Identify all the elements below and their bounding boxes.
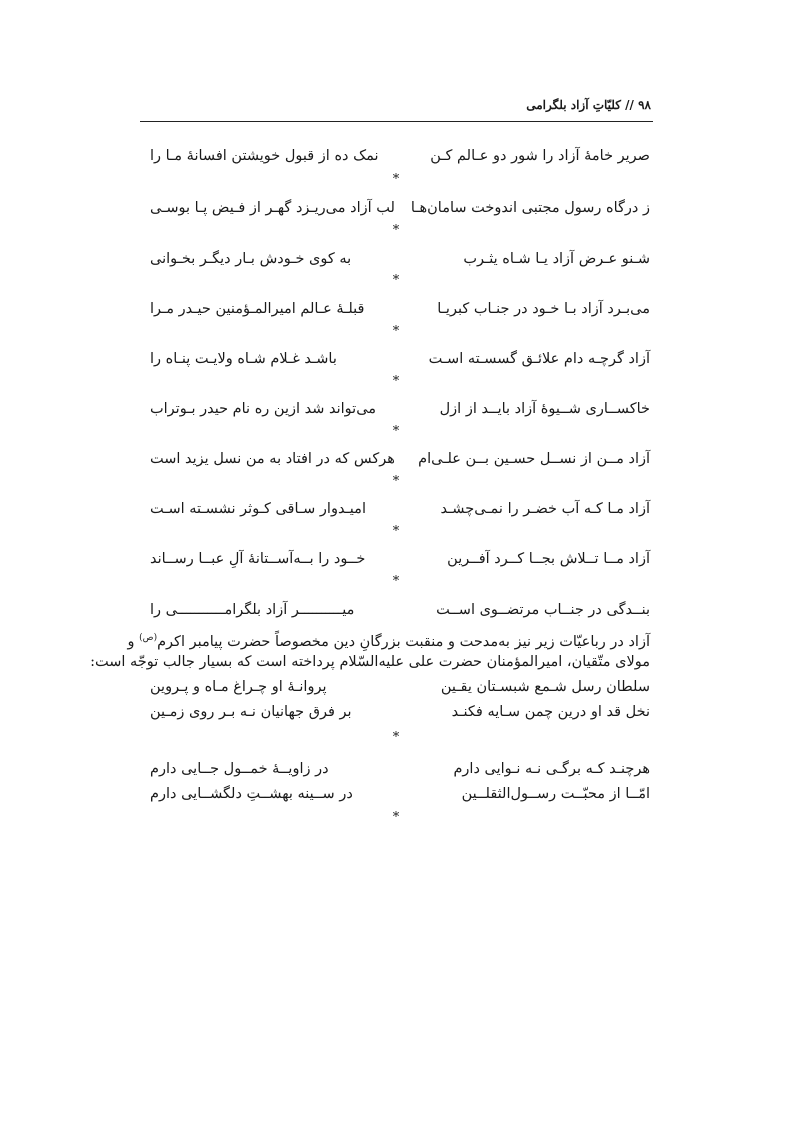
rubai-line	[150, 757, 650, 781]
hemistich-second: امیـدوار سـاقی کـوثر نشسـته اسـت	[150, 501, 366, 517]
hemistich-second: هرکس که در افتاد به من نسل یزید است	[150, 451, 395, 467]
separator-star: *	[392, 810, 400, 825]
hemistich-second: لب آزاد می‌ریـزد گهـر از فـیض پـا بوسـی	[150, 200, 395, 216]
hemistich-first: سلطان رسل شـمع شبسـتان یقـین	[440, 679, 650, 695]
hemistich-second: میــــــــــر آزاد بلگرامـــــــــــی را	[150, 602, 355, 618]
couplet	[150, 598, 650, 622]
prose-text: آزاد در رباعیّات زیر نیز به‌مدحت و منقبت بزرگانِ دین مخصوصاً حضرت پیامبر اکرم	[157, 633, 650, 650]
prose-superscript: (ص)	[139, 633, 158, 643]
hemistich-second: باشـد غـلام شـاه ولایـت پنـاه را	[150, 351, 337, 367]
separator-star: *	[392, 172, 400, 187]
hemistich-first: ز درگاه رسول مجتبی اندوخت سامان‌هـا	[410, 200, 650, 216]
hemistich-first: آزاد مــن از نســل حسـین بــن علـی‌ام	[418, 451, 650, 467]
hemistich-first: صریر خامهٔ آزاد را شور دو عـالم کـن	[430, 148, 650, 164]
hemistich-second: می‌تواند شد ازین ره نام حیدر بـوتراب	[150, 401, 377, 417]
hemistich-first: بنــدگی در جنــاب مرتضــوی اســت	[436, 602, 650, 618]
hemistich-second: بر فرق جهانیان نـه بـر روی زمـین	[150, 704, 352, 720]
hemistich-first: آزاد مــا تــلاش بجــا کــرد آفــرین	[447, 551, 650, 567]
prose-text-end: و	[127, 633, 140, 650]
separator-star: *	[392, 223, 400, 238]
prose-line: مولای متّقیان، امیرالمؤمنان حضرت علی علیه‌السّلام پرداخته است که بسیار جالب توجّه است:	[90, 654, 650, 670]
separator-star: *	[392, 524, 400, 539]
couplet	[150, 144, 650, 168]
hemistich-second: خــود را بــه‌آســتانهٔ آلِ عبــا رســاند	[150, 551, 366, 567]
hemistich-first: آزاد گرچـه دام علائـق گسسـته اسـت	[428, 351, 650, 367]
couplet	[150, 347, 650, 371]
couplet	[150, 297, 650, 321]
hemistich-second: در زاویــهٔ خمــول جــایی دارم	[150, 761, 329, 777]
hemistich-first: هرچنـد کـه برگـی نـه نـوایی دارم	[453, 761, 650, 777]
couplet	[150, 547, 650, 571]
hemistich-first: امّــا از محبّــت رســول‌الثقلــین	[461, 786, 650, 802]
separator-star: *	[392, 574, 400, 589]
hemistich-first: شـنو عـرض آزاد یـا شـاه یثـرب	[463, 251, 650, 267]
rubai-line	[150, 675, 650, 699]
header-rule	[140, 121, 653, 122]
couplet	[150, 497, 650, 521]
separator-star: *	[392, 730, 400, 745]
couplet	[150, 447, 650, 471]
hemistich-first: خاکســاری شــیوهٔ آزاد بایــد از ازل	[439, 401, 650, 417]
hemistich-first: آزاد مـا کـه آب خضـر را نمـی‌چشـد	[440, 501, 650, 517]
rubai-line	[150, 700, 650, 724]
rubai-line	[150, 782, 650, 806]
hemistich-second: نمک ده از قبول خویشتن افسانهٔ مـا را	[150, 148, 379, 164]
couplet	[150, 397, 650, 421]
running-header: ۹۸ // کلیّاتِ آزاد بلگرامی	[526, 98, 651, 112]
hemistich-second: قبلـهٔ عـالم امیرالمـؤمنین حیـدر مـرا	[150, 301, 365, 317]
separator-star: *	[392, 474, 400, 489]
couplet	[150, 247, 650, 271]
hemistich-second: پروانـهٔ او چـراغ مـاه و پـروین	[150, 679, 327, 695]
hemistich-second: به کوی خـودش بـار دیگـر بخـوانی	[150, 251, 352, 267]
couplet	[150, 196, 650, 220]
separator-star: *	[392, 374, 400, 389]
separator-star: *	[392, 424, 400, 439]
hemistich-first: می‌بـرد آزاد بـا خـود در جنـاب کبریـا	[437, 301, 650, 317]
hemistich-first: نخل قد او درین چمن سـایه فکنـد	[451, 704, 650, 720]
separator-star: *	[392, 273, 400, 288]
hemistich-second: در ســینه بهشــتِ دلگشــایی دارم	[150, 786, 353, 802]
separator-star: *	[392, 324, 400, 339]
